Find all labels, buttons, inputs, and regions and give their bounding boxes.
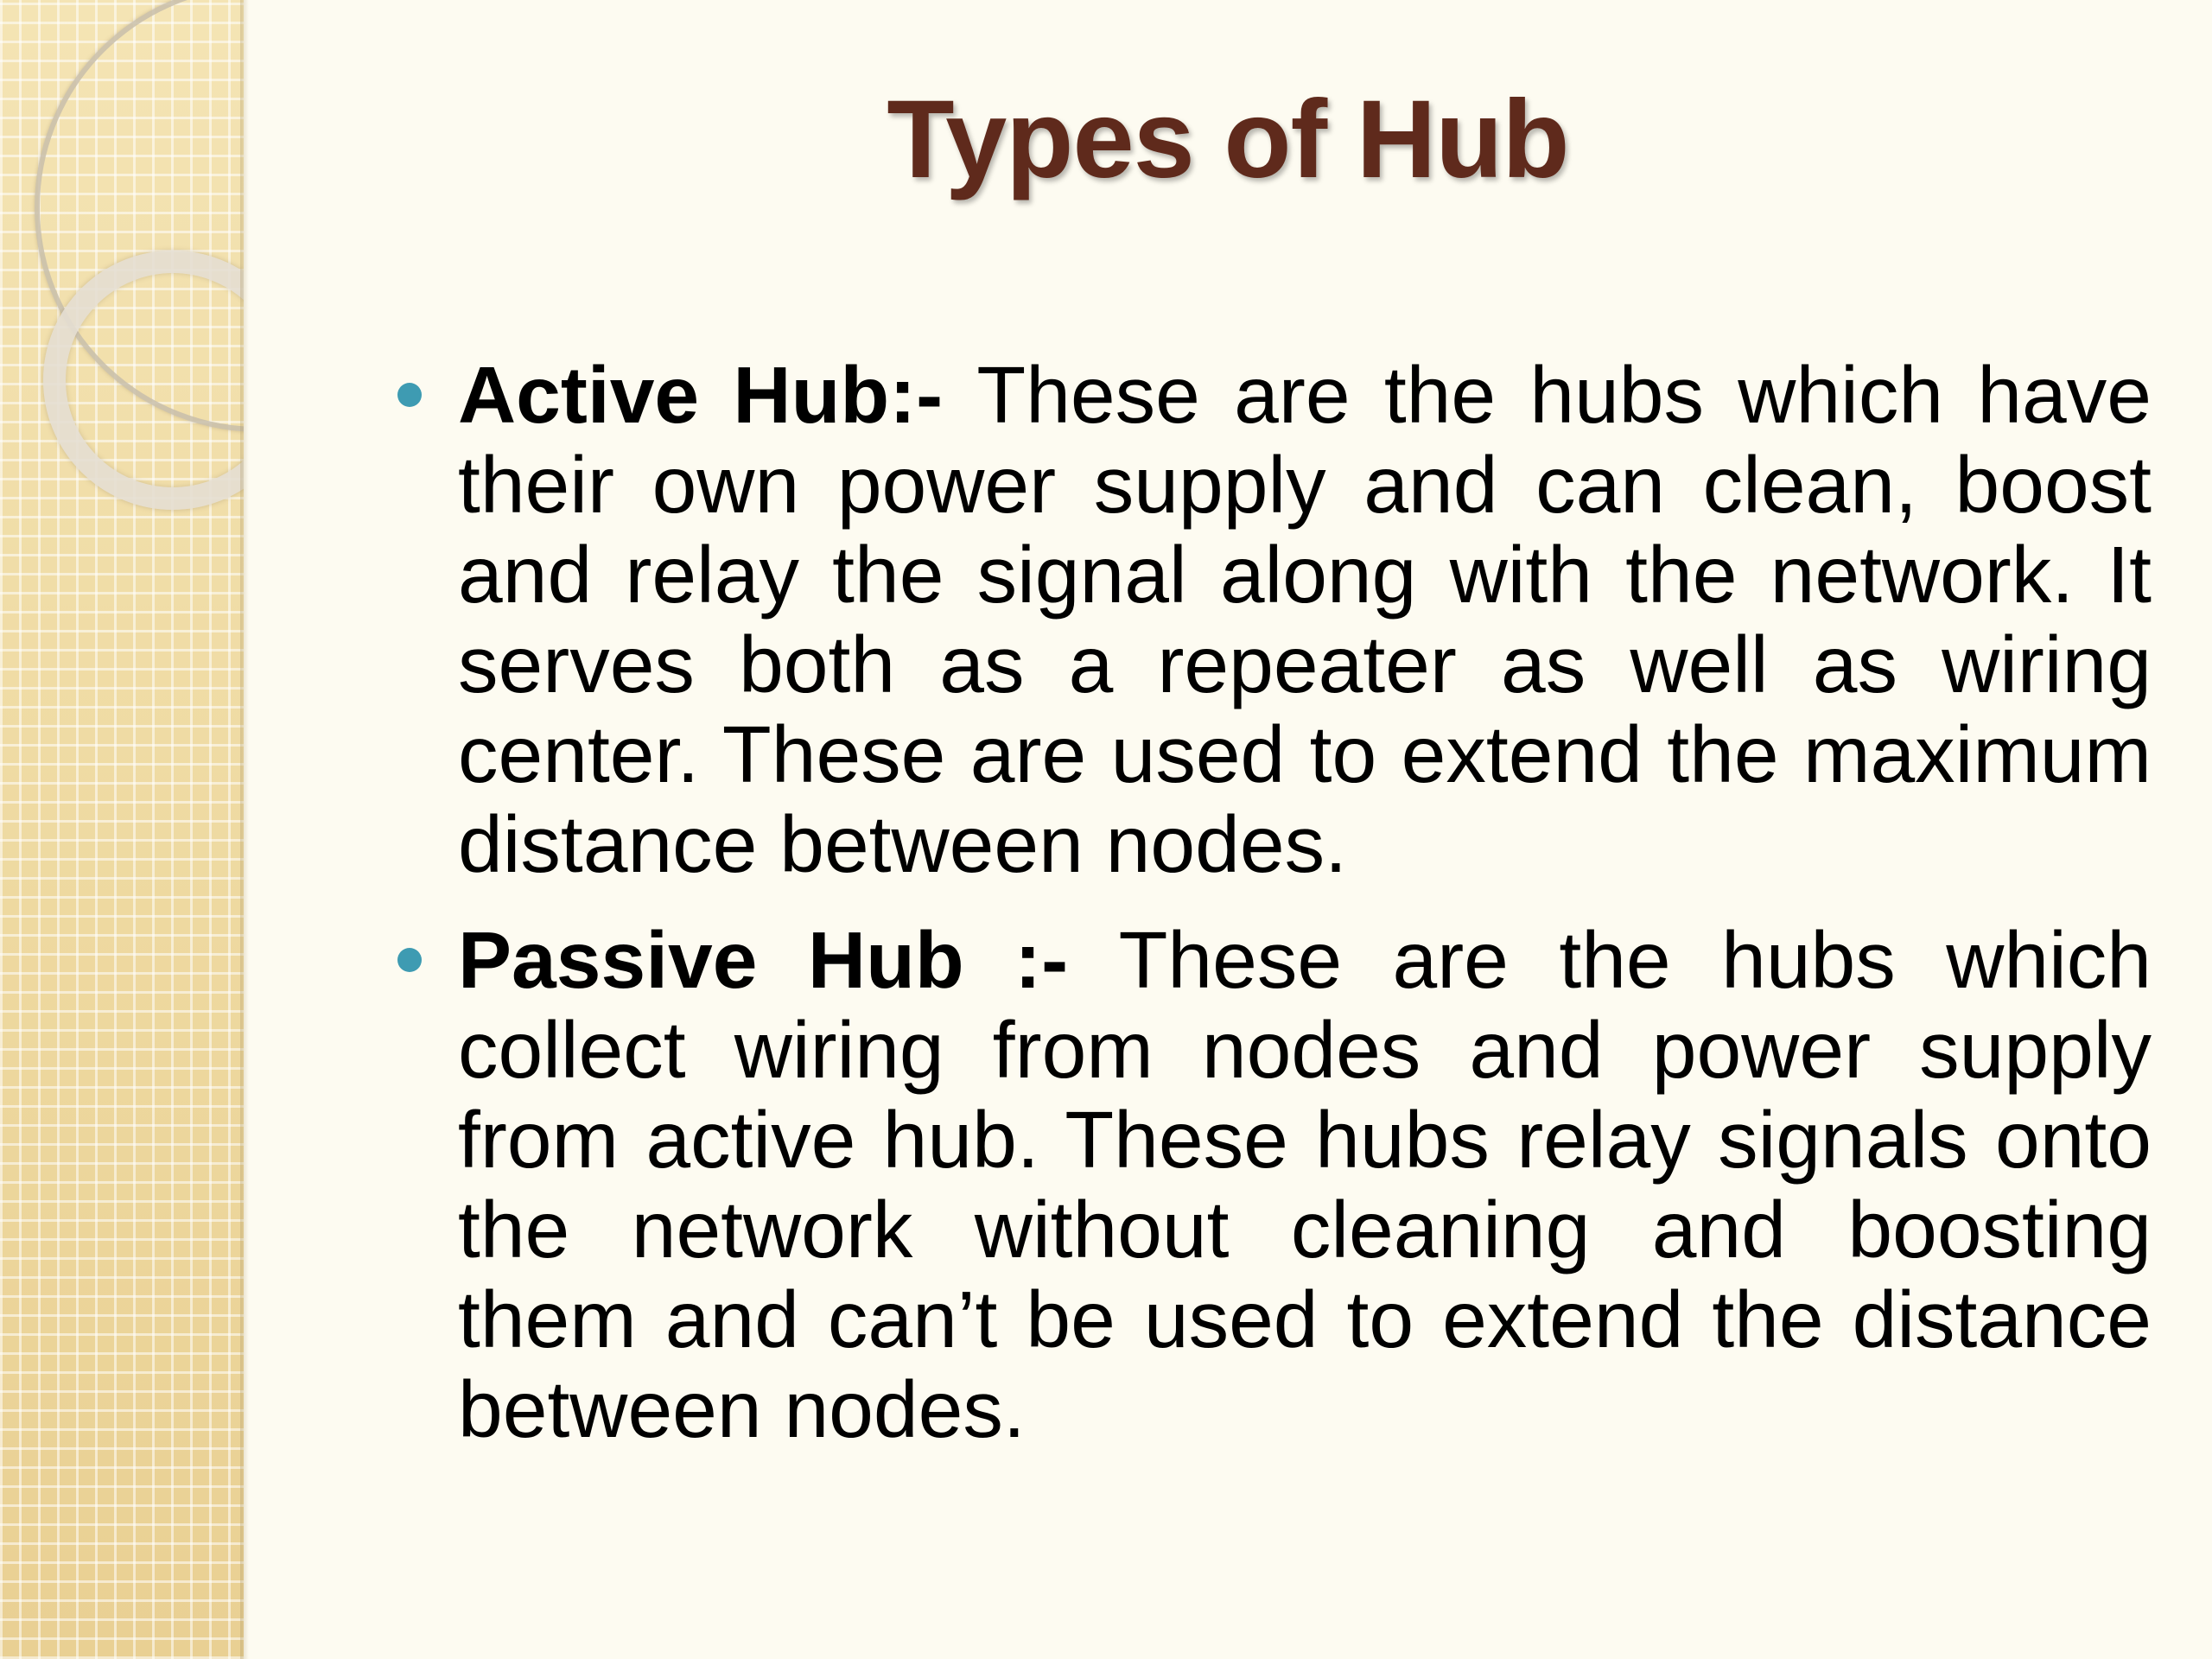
bullet-term: Active Hub:- bbox=[458, 350, 977, 440]
bullet-item-active-hub bbox=[458, 350, 2152, 889]
bullet-dot-icon bbox=[397, 383, 422, 407]
bullet-dot-icon bbox=[397, 948, 422, 972]
bullet-list bbox=[458, 350, 2152, 1480]
slide-title: Types of Hub bbox=[887, 78, 1569, 201]
bullet-text: These are the hubs which collect wiring from nodes and power supply from active hub. These hubs relay signals onto the network without cleaning and boosting them and can’t be used to extend the distance between nodes. bbox=[458, 915, 2152, 1454]
bullet-text: These are the hubs which have their own power supply and can clean, boost and relay the signal along with the network. It serves both as a repeater as well as wiring center. These are used to extend the maximum distance between nodes. bbox=[458, 350, 2152, 889]
bullet-term: Passive Hub :- bbox=[458, 915, 1119, 1005]
bullet-item-passive-hub bbox=[458, 915, 2152, 1454]
side-strip-shadow bbox=[240, 0, 249, 1659]
decorative-side-strip bbox=[0, 0, 244, 1659]
